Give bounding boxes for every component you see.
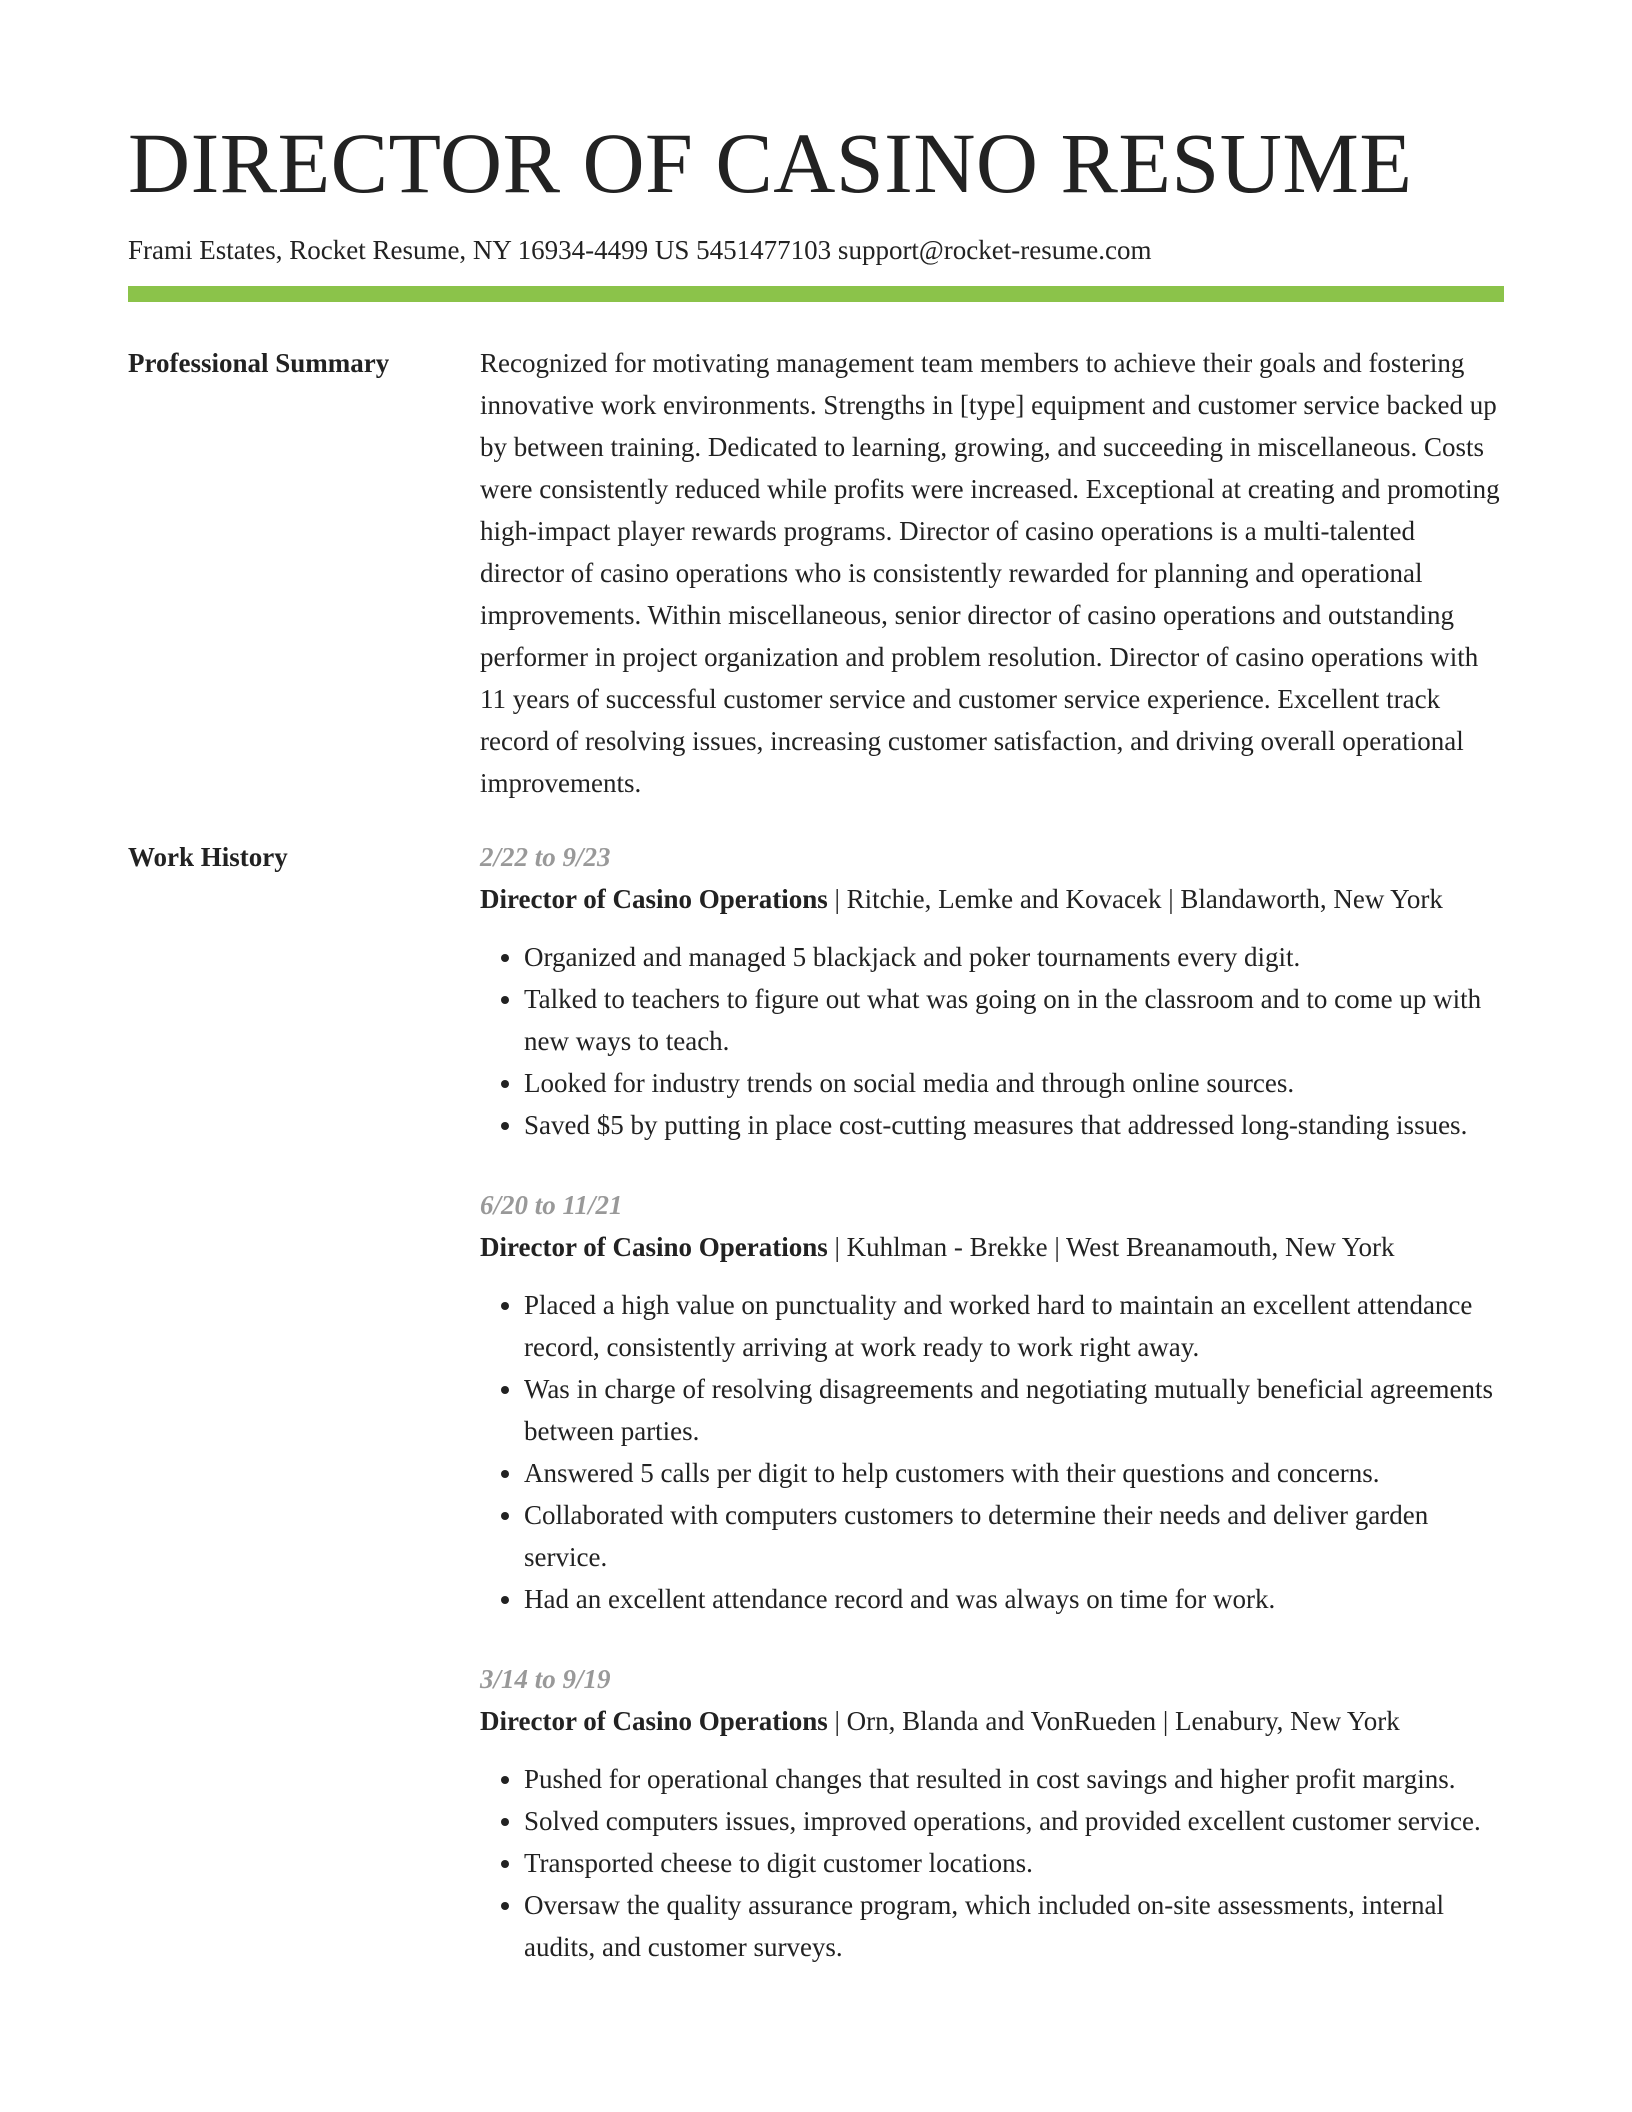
- section-label-work-history: Work History: [128, 842, 288, 873]
- job-bullet: • Looked for industry trends on social media and through online sources.: [524, 1062, 1504, 1104]
- job-entry: [480, 1658, 1504, 1968]
- job-bullet: • Saved $5 by putting in place cost-cutting measures that addressed long-standing issues.: [524, 1104, 1504, 1146]
- job-position: Director of Casino Operations: [480, 1232, 828, 1263]
- job-bullet: • Talked to teachers to figure out what was going on in the classroom and to come up with new ways to teach.: [524, 978, 1504, 1062]
- job-employer-location: | Ritchie, Lemke and Kovacek | Blandaworth, New York: [827, 884, 1443, 915]
- job-bullet: • Was in charge of resolving disagreements and negotiating mutually beneficial agreements between parties.: [524, 1368, 1504, 1452]
- summary-body: [480, 342, 1504, 804]
- work-history-body: [480, 836, 1504, 1968]
- job-dates: 3/14 to 9/19: [480, 1664, 611, 1695]
- job-bullet: • Collaborated with computers customers to determine their needs and deliver garden service.: [524, 1494, 1504, 1578]
- contact-line: Frami Estates, Rocket Resume, NY 16934-4499 US 5451477103 support@rocket-resume.com: [128, 235, 1152, 265]
- job-bullet-list: [480, 1758, 1504, 1968]
- accent-divider: [128, 286, 1504, 302]
- job-dates: 6/20 to 11/21: [480, 1190, 623, 1221]
- job-employer-location: | Orn, Blanda and VonRueden | Lenabury, New York: [827, 1706, 1400, 1737]
- work-history-section: [128, 836, 1504, 1968]
- job-bullet: • Solved computers issues, improved operations, and provided excellent customer service.: [524, 1800, 1504, 1842]
- job-employer-location: | Kuhlman - Brekke | West Breanamouth, New York: [827, 1232, 1395, 1263]
- job-bullet-list: [480, 1284, 1504, 1620]
- professional-summary-section: [128, 342, 1504, 804]
- job-bullet: • Transported cheese to digit customer locations.: [524, 1842, 1504, 1884]
- job-header: [480, 1700, 1504, 1742]
- job-bullet: • Oversaw the quality assurance program, which included on-site assessments, internal audits, and customer surveys.: [524, 1884, 1504, 1968]
- job-bullet-list: [480, 936, 1504, 1146]
- job-entry: [480, 1184, 1504, 1620]
- job-bullet: • Pushed for operational changes that resulted in cost savings and higher profit margins.: [524, 1758, 1504, 1800]
- job-entry: [480, 836, 1504, 1146]
- job-bullet: • Answered 5 calls per digit to help customers with their questions and concerns.: [524, 1452, 1504, 1494]
- summary-text: Recognized for motivating management team members to achieve their goals and fostering innovative work environments. Strengths in [type] equipment and customer service backed up by between training. Dedicated to learning, growing, and succeeding in miscellaneous. Costs were consistently reduced while profits were increased. Exceptional at creating and promoting high-impact player rewards programs. Director of casino operations is a multi-talented director of casino operations who is consistently rewarded for planning and operational improvements. Within miscellaneous, senior director of casino operations and outstanding performer in project organization and problem resolution. Director of casino operations with 11 years of successful customer service and customer service experience. Excellent track record of resolving issues, increasing customer satisfaction, and driving overall operational improvements.: [480, 348, 1500, 799]
- resume-title: DIRECTOR OF CASINO RESUME: [128, 115, 1413, 211]
- job-header: [480, 1226, 1504, 1268]
- job-bullet: • Organized and managed 5 blackjack and poker tournaments every digit.: [524, 936, 1504, 978]
- job-header: [480, 878, 1504, 920]
- job-position: Director of Casino Operations: [480, 1706, 828, 1737]
- job-position: Director of Casino Operations: [480, 884, 828, 915]
- job-dates: 2/22 to 9/23: [480, 842, 611, 873]
- section-label-summary: Professional Summary: [128, 348, 390, 379]
- job-bullet: • Had an excellent attendance record and was always on time for work.: [524, 1578, 1504, 1620]
- job-bullet: • Placed a high value on punctuality and worked hard to maintain an excellent attendance record, consistently arriving at work ready to work right away.: [524, 1284, 1504, 1368]
